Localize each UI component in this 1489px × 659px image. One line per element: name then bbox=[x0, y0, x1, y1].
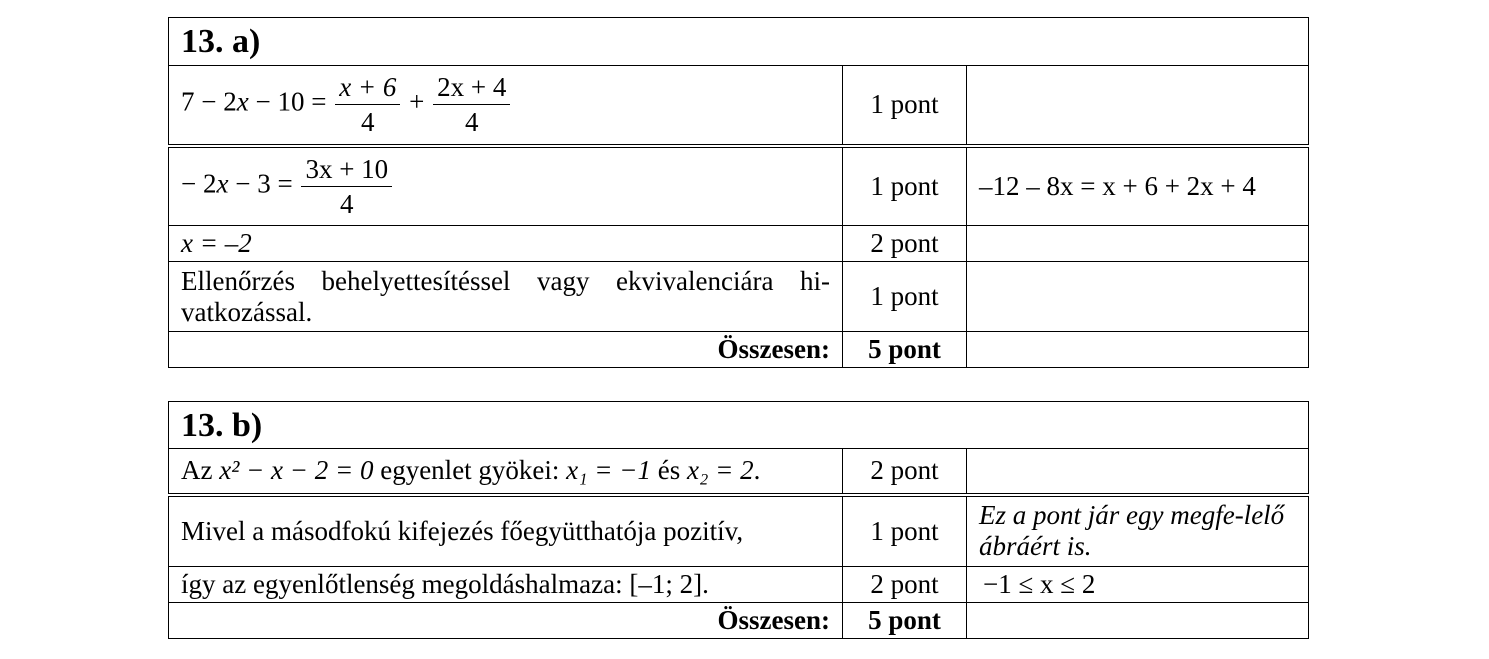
fraction: $\frac{2x + 4}{4}$ bbox=[433, 70, 510, 139]
points-cell: 1 pont bbox=[843, 262, 967, 332]
fraction: $\frac{x + 6}{4}$ bbox=[335, 70, 400, 139]
points-cell: 2 pont bbox=[843, 449, 967, 495]
note-cell: −1 ≤ x ≤ 2 bbox=[967, 567, 1309, 603]
note-cell bbox=[967, 603, 1309, 639]
scoring-table-13a bbox=[168, 17, 1309, 368]
total-points: 5 pont bbox=[843, 332, 967, 368]
note-cell bbox=[967, 262, 1309, 332]
solution-step: 7 − 2x − 10 = $\frac{x + 6}{4}$ + $\frac{2x + 4}{4}$ bbox=[169, 66, 843, 146]
solution-step: Mivel a másodfokú kifejezés főegyütthatója pozitív, bbox=[169, 495, 843, 567]
solution-step: x = –2 bbox=[169, 226, 843, 262]
part-title: 13. a) bbox=[169, 18, 1309, 66]
solution-step: így az egyenlőtlenség megoldáshalmaza: [–1; 2]. bbox=[169, 567, 843, 603]
note-cell: –12 – 8x = x + 6 + 2x + 4 bbox=[967, 146, 1309, 226]
note-cell: Ez a pont jár egy megfe-lelő ábráért is. bbox=[967, 495, 1309, 567]
note-cell bbox=[967, 226, 1309, 262]
solution-step: Az x² − x − 2 = 0 egyenlet gyökei: x₁ = −1 és x₂ = 2. bbox=[169, 449, 843, 495]
points-cell: 1 pont bbox=[843, 495, 967, 567]
total-points: 5 pont bbox=[843, 603, 967, 639]
points-cell: 1 pont bbox=[843, 146, 967, 226]
points-cell: 2 pont bbox=[843, 567, 967, 603]
scoring-table-13b bbox=[168, 401, 1309, 639]
note-cell bbox=[967, 449, 1309, 495]
points-cell: 1 pont bbox=[843, 66, 967, 146]
part-title: 13. b) bbox=[169, 402, 1309, 449]
solution-step: Ellenőrzés behelyettesítéssel vagy ekvivalenciára hi-vatkozással. bbox=[169, 262, 843, 332]
fraction: $\frac{3x + 10}{4}$ bbox=[301, 152, 392, 221]
total-label: Összesen: bbox=[169, 603, 843, 639]
root-1: x₁ = −1 bbox=[566, 455, 651, 486]
note-cell bbox=[967, 332, 1309, 368]
note-cell bbox=[967, 66, 1309, 146]
solution-step: − 2x − 3 = $\frac{3x + 10}{4}$ bbox=[169, 146, 843, 226]
equation: x² − x − 2 = 0 bbox=[219, 455, 374, 486]
total-label: Összesen: bbox=[169, 332, 843, 368]
root-2: x₂ = 2 bbox=[686, 455, 754, 486]
points-cell: 2 pont bbox=[843, 226, 967, 262]
